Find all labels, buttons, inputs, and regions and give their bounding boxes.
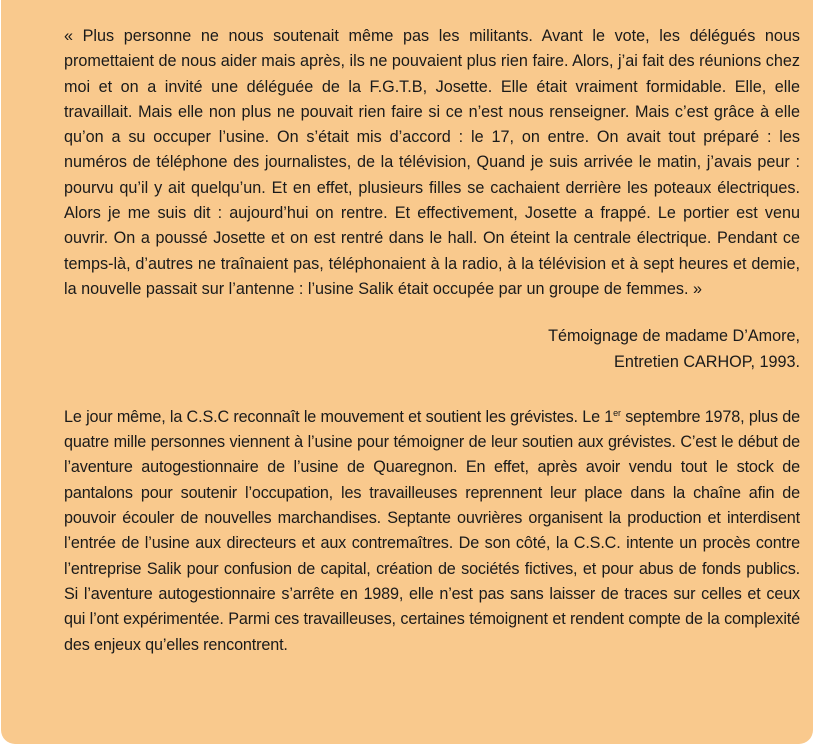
ordinal-superscript: er xyxy=(613,407,621,418)
text-panel xyxy=(1,0,813,744)
attribution-line-2: Entretien CARHOP, 1993. xyxy=(614,352,800,371)
body-paragraph-rest: septembre 1978, plus de quatre mille personnes viennent à l’usine pour témoigner de leur soutien aux grévistes. C’est le début de l’aventure autogestionnaire de l’usine de Quaregnon. En effet, après avoir vendu tout le stock de pantalons pour soutenir l’occupation, les travailleuses reprennent leur place dans la chaîne afin de pouvoir écouler de nouvelles marchandises. Septante ouvrières organisent la production et interdisent l’entrée de l’usine aux directeurs et aux contremaîtres. De son côté, la C.S.C. intente un procès contre l’entreprise Salik pour confusion de capital, création de sociétés fictives, et pour abus de fonds publics. Si l’aventure autogestionnaire s’arrête en 1989, elle n’est pas sans laisser de traces sur celles et ceux qui l’ont expérimentée. Parmi ces travailleuses, certaines témoignent et rendent compte de la complexité des enjeux qu’elles rencontrent. xyxy=(64,407,800,654)
body-paragraph xyxy=(64,405,800,658)
attribution-line-1: Témoignage de madame D’Amore, xyxy=(548,327,800,346)
body-paragraph-start: Le jour même, la C.S.C reconnaît le mouvement et soutient les grévistes. Le 1 xyxy=(64,407,614,426)
testimony-quote: « Plus personne ne nous soutenait même pas les militants. Avant le vote, les délégués nous promettaient de nous aider mais après, ils ne pouvaient plus rien faire. Alors, j’ai fait des réunions chez moi et on a invité une déléguée de la F.G.T.B, Josette. Elle était vraiment formidable. Elle, elle travaillait. Mais elle non plus ne pouvait rien faire si ce n’est nous renseigner. Mais c’est grâce à elle qu’on a su occuper l’usine. On s’était mis d’accord : le 17, on entre. On avait tout préparé : les numéros de téléphone des journalistes, de la télévision, Quand je suis arrivée le matin, j’avais peur : pourvu qu’il y ait quelqu’un. Et en effet, plusieurs filles se cachaient derrière les poteaux électriques. Alors je me suis dit : aujourd’hui on rentre. Et effectivement, Josette a frappé. Le portier est venu ouvrir. On a poussé Josette et on est rentré dans le hall. On éteint la centrale électrique. Pendant ce temps-là, d’autres ne traînaient pas, téléphonaient à la radio, à la télévision et à sept heures et demie, la nouvelle passait sur l’antenne : l’usine Salik était occupée par un groupe de femmes. » xyxy=(64,27,800,298)
quote-attribution xyxy=(64,324,800,375)
